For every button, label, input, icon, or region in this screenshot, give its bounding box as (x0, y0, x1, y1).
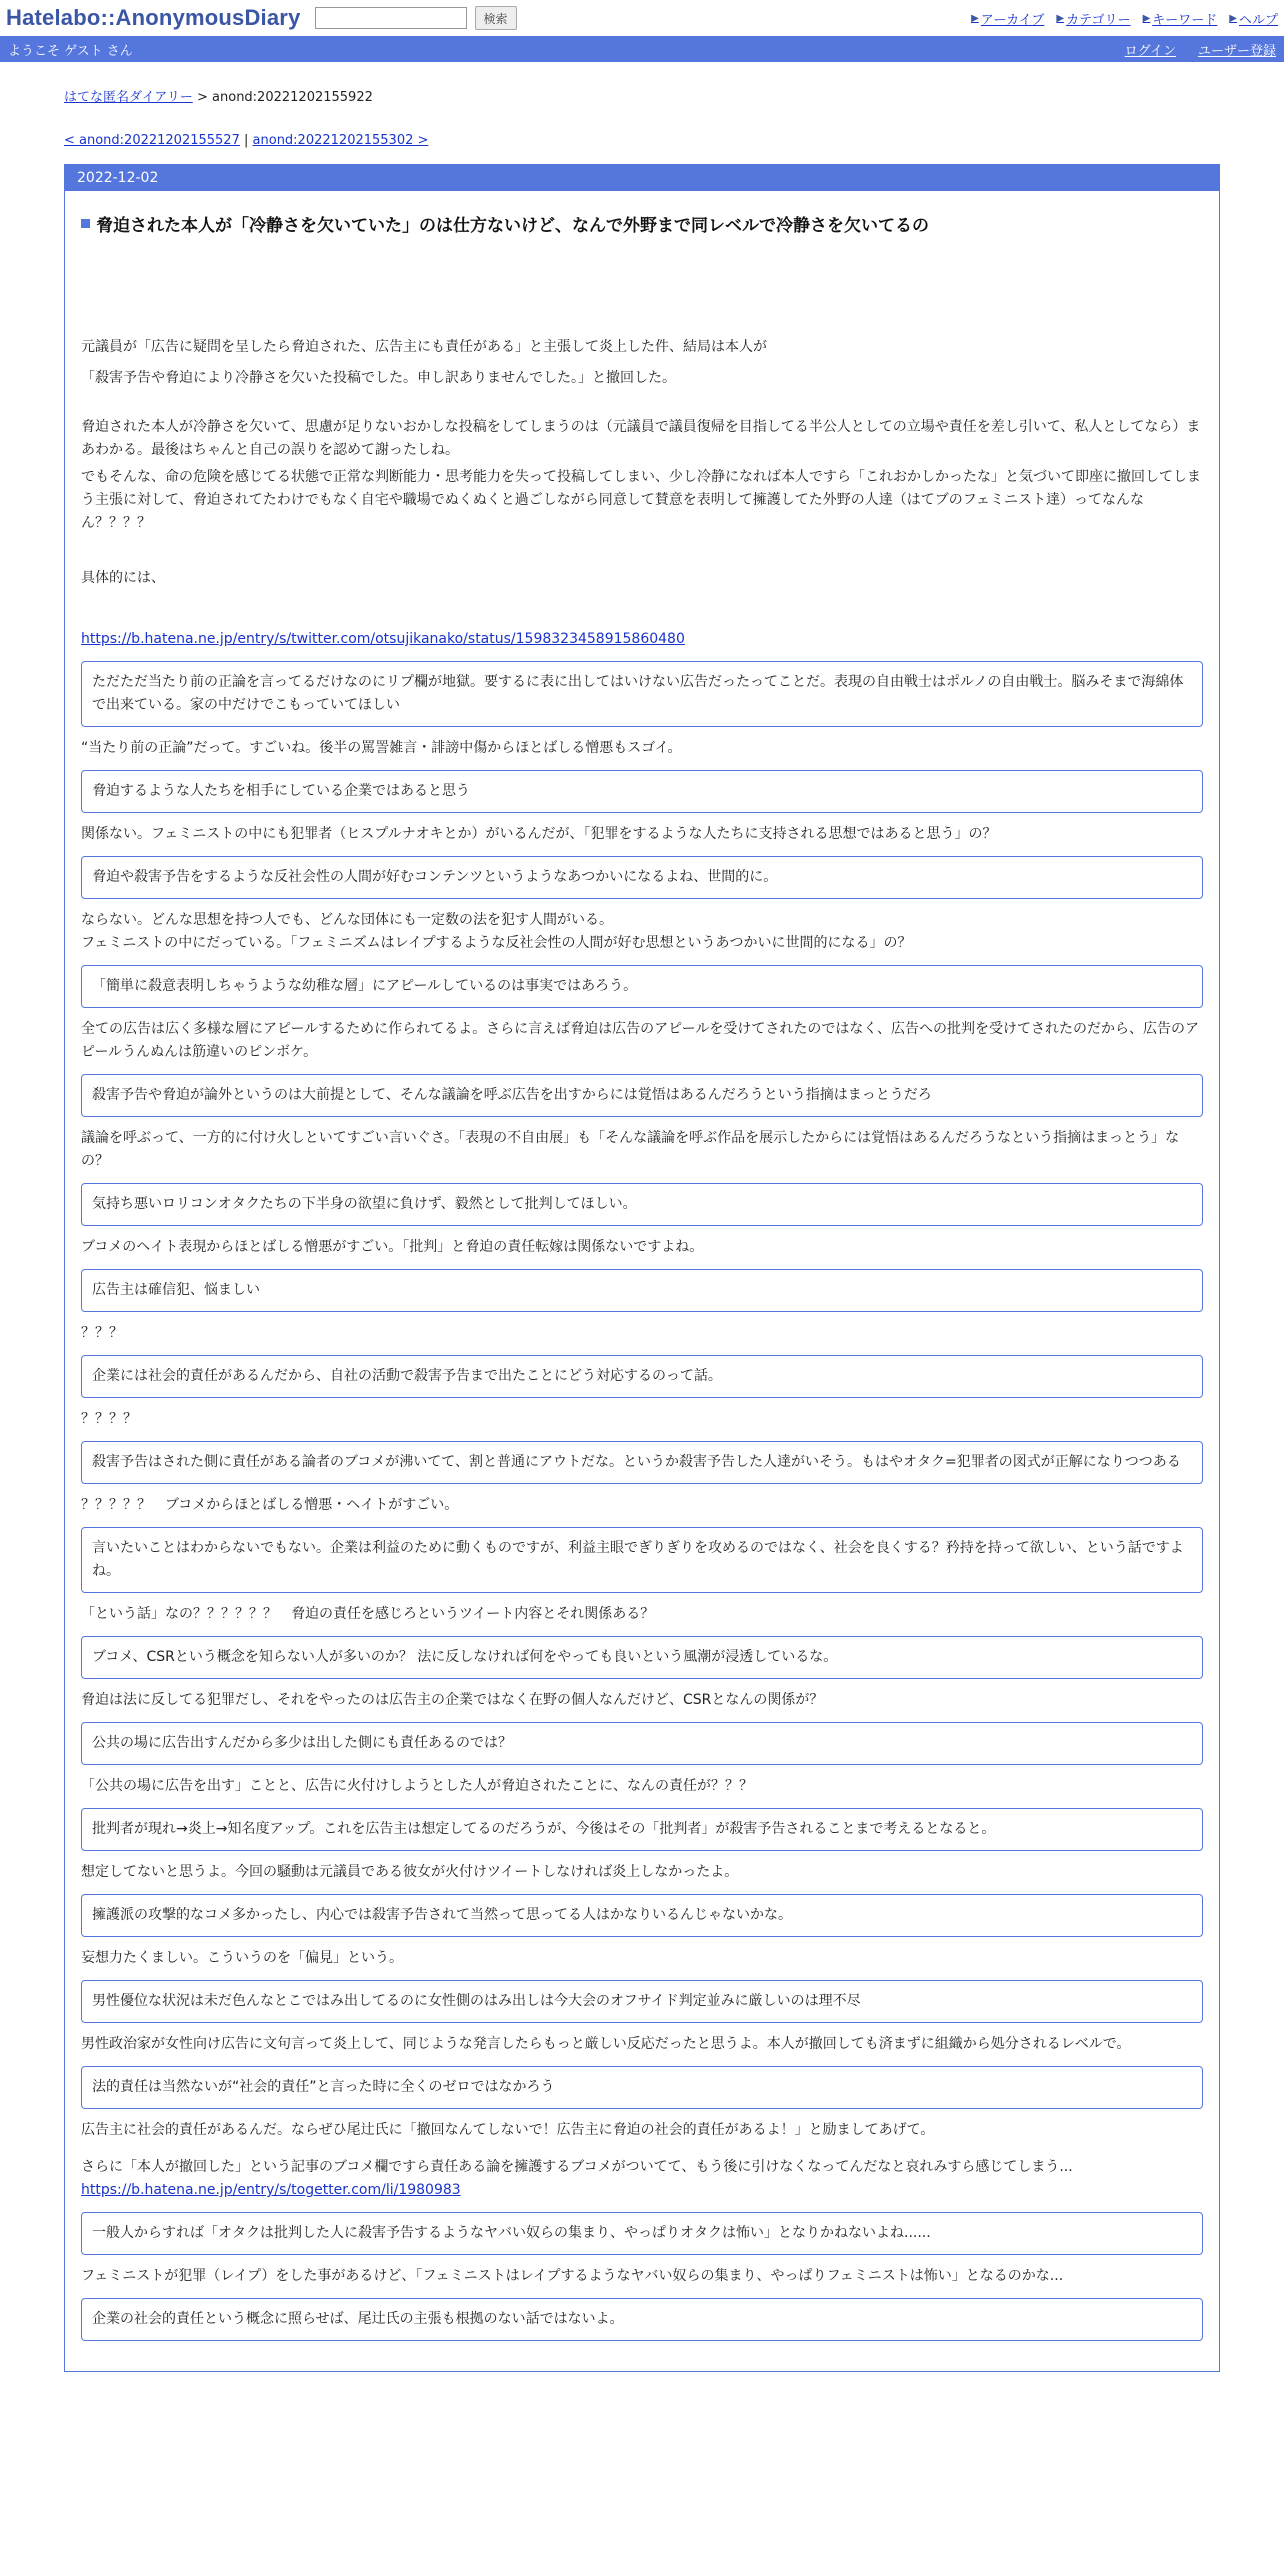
quote-box: 「簡単に殺意表明しちゃうような幼稚な層」にアピールしているのは事実ではあろう。 (81, 965, 1203, 1008)
reply-text: 「公共の場に広告を出す」ことと、広告に火付けしようとした人が脅迫されたことに、なんの責任が？？？ (81, 1778, 753, 1794)
search-button[interactable]: 検索 (475, 6, 517, 30)
quote-list (81, 661, 1203, 2142)
welcome-text: ようこそ ゲスト さん (8, 43, 133, 59)
quote-box: 脅迫するような人たちを相手にしている企業ではあると思う (81, 770, 1203, 813)
post-title-text: 脅迫された本人が「冷静さを欠いていた」のは仕方ないけど、なんで外野まで同レベルで冷静さを欠いてるの (96, 216, 929, 236)
reply-text: ？？？？？ ブコメからほとばしる憎悪・ヘイトがすごい。 (81, 1497, 459, 1513)
breadcrumb (64, 86, 1220, 105)
breadcrumb-root[interactable]: はてな匿名ダイアリー (64, 90, 193, 105)
reply-text: 関係ない。フェミニストの中にも犯罪者（ヒスプルナオキとか）がいるんだが、「犯罪をするような人たちに支持される思想ではあると思う」の？ (81, 826, 997, 842)
user-bar (0, 36, 1284, 62)
next-entry-link[interactable]: anond:20221202155302 > (252, 133, 429, 148)
reply-text: 妄想力たくましい。こういうのを「偏見」という。 (81, 1950, 403, 1966)
quote-box: 公共の場に広告出すんだから多少は出した側にも責任あるのでは？ (81, 1722, 1203, 1765)
breadcrumb-current: anond:20221202155922 (212, 90, 373, 105)
paragraph: さらに「本人が撤回した」という記事のブコメ欄ですら責任ある論を擁護するブコメがついてて、もう後に引けなくなってんだなと哀れみすら感じてしまう... (81, 2159, 1073, 2175)
top-nav (971, 9, 1278, 28)
post-title (81, 211, 1203, 236)
prev-entry-link[interactable]: < anond:20221202155527 (64, 133, 240, 148)
register-link[interactable]: ユーザー登録 (1197, 43, 1276, 59)
reply-text: 議論を呼ぶって、一方的に付け火しといてすごい言いぐさ。「表現の不自由展」も「そんな議論を呼ぶ作品を展示したからには覚悟はあるんだろうなという指摘はまっとう」なの？ (81, 1130, 1180, 1169)
arrow-icon: ▶ (1056, 12, 1065, 24)
entry-marker-icon[interactable] (81, 219, 90, 228)
quote-box: 殺害予告はされた側に責任がある論者のブコメが沸いてて、割と普通にアウトだな。というか殺害予告した人達がいそう。もはやオタク=犯罪者の図式が正解になりつつある (81, 1441, 1203, 1484)
top-header (0, 0, 1284, 36)
quote-box: 男性優位な状況は未だ色んなとこではみ出してるのに女性側のはみ出しは今大会のオフサイド判定並みに厳しいのは理不尽 (81, 1980, 1203, 2023)
quote-box: 言いたいことはわからないでもない。企業は利益のために動くものですが、利益主眼でぎりぎりを攻めるのではなく、社会を良くする？矜持を持って欲しい、という話ですよね。 (81, 1527, 1203, 1593)
quote-box: 脅迫や殺害予告をするような反社会性の人間が好むコンテンツというようなあつかいになるよね、世間的に。 (81, 856, 1203, 899)
category-link[interactable] (1056, 9, 1130, 28)
reply-text: 全ての広告は広く多様な層にアピールするために作られてるよ。さらに言えば脅迫は広告のアピールを受けてされたのではなく、広告への批判を受けてされたのだから、広告のアピールうんぬんは筋違いのピンボケ。 (81, 1021, 1200, 1060)
reply-text: ？？？ (81, 1325, 123, 1341)
reply-text: ならない。どんな思想を持つ人でも、どんな団体にも一定数の法を犯す人間がいる。 (81, 912, 613, 928)
help-link[interactable] (1229, 9, 1278, 28)
reply-text: ？？？？ (81, 1411, 137, 1427)
arrow-icon: ▶ (1229, 12, 1237, 24)
arrow-icon: ▶ (1142, 12, 1151, 24)
quote-box: ただただ当たり前の正論を言ってるだけなのにリプ欄が地獄。要するに表に出してはいけない広告だったってことだ。表現の自由戦士はポルノの自由戦士。脳みそまで海綿体で出来ている。家の中だけでこもっていてほしい (81, 661, 1203, 727)
quote-box: 一般人からすれば「オタクは批判した人に殺害予告するようなヤバい奴らの集まり、やっぱりオタクは怖い」となりかねないよね...... (81, 2212, 1203, 2255)
day-section (64, 164, 1220, 2372)
paragraph: でもそんな、命の危険を感じてる状態で正常な判断能力・思考能力を失って投稿してしまい、少し冷静になれば本人ですら「これおかしかったな」と気づいて即座に撤回してしまう主張に対して、脅迫されてたわけでもなく自宅や職場でぬくぬくと過ごしながら同意して賛意を表明して擁護してた外野の人達（はてブのフェミニスト達）ってなんなん？？？？ (81, 469, 1201, 531)
quote-box: 殺害予告や脅迫が論外というのは大前提として、そんな議論を呼ぶ広告を出すからには覚悟はあるんだろうという指摘はまっとうだろ (81, 1074, 1203, 1117)
reply-text: フェミニストが犯罪（レイプ）をした事があるけど、「フェミニストはレイプするようなヤバい奴らの集まり、やっぱりフェミニストは怖い」となるのかな... (81, 2268, 1064, 2284)
paragraph: 具体的には、 (81, 570, 165, 586)
quote-box: 擁護派の攻撃的なコメ多かったし、内心では殺害予告されて当然って思ってる人はかなりいるんじゃないかな。 (81, 1894, 1203, 1937)
keyword-label: キーワード (1152, 12, 1218, 28)
search-input[interactable] (315, 7, 467, 29)
site-logo[interactable]: Hatelabo::AnonymousDiary (6, 5, 301, 30)
paragraph: 「殺害予告や脅迫により冷静さを欠いた投稿でした。申し訳ありませんでした。」と撤回した。 (81, 370, 676, 386)
bookmark-link[interactable]: https://b.hatena.ne.jp/entry/s/twitter.com/otsujikanako/status/1598323458915860480 (81, 631, 685, 647)
quote-list (81, 2212, 1203, 2341)
reply-text: 広告主に社会的責任があるんだ。ならぜひ尾辻氏に「撤回なんてしないで！広告主に脅迫の社会的責任があるよ！」と励ましてあげて。 (81, 2122, 935, 2138)
category-label: カテゴリー (1066, 12, 1131, 28)
login-link[interactable]: ログイン (1124, 43, 1176, 59)
post-body (65, 236, 1219, 2341)
reply-text: 「という話」なの？？？？？？ 脅迫の責任を感じろというツイート内容とそれ関係ある？ (81, 1606, 655, 1622)
main-content (0, 86, 1284, 2372)
reply-text: 想定してないと思うよ。今回の騒動は元議員である彼女が火付けツイートしなければ炎上しなかったよ。 (81, 1864, 739, 1880)
reply-text: 男性政治家が女性向け広告に文句言って炎上して、同じような発言したらもっと厳しい反応だったと思うよ。本人が撤回しても済まずに組織から処分されるレベルで。 (81, 2036, 1131, 2052)
pager (64, 133, 1220, 148)
quote-box: ブコメ、CSRという概念を知らない人が多いのか？ 法に反しなければ何をやっても良いという風潮が浸透しているな。 (81, 1636, 1203, 1679)
breadcrumb-separator: > (196, 90, 208, 105)
quote-box: 法的責任は当然ないが“社会的責任”と言った時に全くのゼロではなかろう (81, 2066, 1203, 2109)
paragraph: 脅迫された本人が冷静さを欠いて、思慮が足りないおかしな投稿をしてしまうのは（元議員で議員復帰を目指してる半公人としての立場や責任を差し引いて、私人としてなら）まあわかる。最後はちゃんと自己の誤りを認めて謝ったしね。 (81, 419, 1201, 458)
quote-box: 企業の社会的責任という概念に照らせば、尾辻氏の主張も根拠のない話ではないよ。 (81, 2298, 1203, 2341)
reply-text: フェミニストの中にだっている。「フェミニズムはレイプするような反社会性の人間が好む思想というあつかいに世間的になる」の？ (81, 935, 912, 951)
quote-box: 気持ち悪いロリコンオタクたちの下半身の欲望に負けず、毅然として批判してほしい。 (81, 1183, 1203, 1226)
reply-text: “当たり前の正論”だって。すごいね。後半の罵詈雑言・誹謗中傷からほとばしる憎悪もスゴイ。 (81, 740, 682, 756)
archive-link[interactable] (971, 9, 1044, 28)
help-label: ヘルプ (1238, 12, 1278, 28)
reply-text: ブコメのヘイト表現からほとばしる憎悪がすごい。「批判」と脅迫の責任転嫁は関係ないですよね。 (81, 1239, 704, 1255)
paragraph: 元議員が「広告に疑問を呈したら脅迫された、広告主にも責任がある」と主張して炎上した件、結局は本人が (81, 339, 767, 355)
bookmark-link[interactable]: https://b.hatena.ne.jp/entry/s/togetter.com/li/1980983 (81, 2182, 461, 2198)
keyword-link[interactable] (1143, 9, 1218, 28)
quote-box: 企業には社会的責任があるんだから、自社の活動で殺害予告まで出たことにどう対応するのって話。 (81, 1355, 1203, 1398)
quote-box: 批判者が現れ→炎上→知名度アップ。これを広告主は想定してるのだろうが、今後はその「批判者」が殺害予告されることまで考えるとなると。 (81, 1808, 1203, 1851)
archive-label: アーカイブ (980, 12, 1045, 28)
quote-box: 広告主は確信犯、悩ましい (81, 1269, 1203, 1312)
arrow-icon: ▶ (971, 12, 979, 24)
pager-separator: | (244, 133, 249, 148)
day-date: 2022-12-02 (65, 165, 1219, 191)
reply-text: 脅迫は法に反してる犯罪だし、それをやったのは広告主の企業ではなく在野の個人なんだけど、CSRとなんの関係が？ (81, 1692, 824, 1708)
